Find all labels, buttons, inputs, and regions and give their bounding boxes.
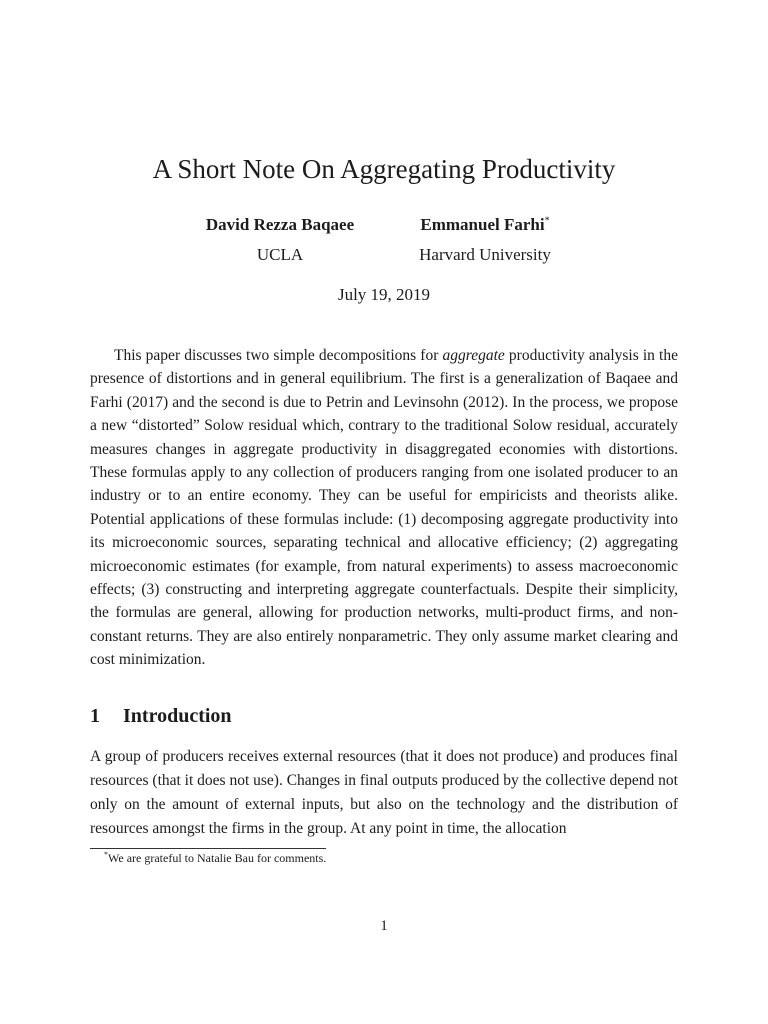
author-1 <box>180 210 380 270</box>
section-number: 1 <box>90 705 100 727</box>
author-2 <box>395 210 575 270</box>
author-affiliation: Harvard University <box>419 245 551 264</box>
footnote-marker: * <box>104 850 108 859</box>
page-number: 1 <box>380 918 388 934</box>
introduction-paragraph: A group of producers receives external resources (that it does not produce) and produces final resources (that it does not use). Changes in final outputs produced by the collective depend not only on the amount of external inputs, but also on the technology and the distribution of resources amongst the firms in the group. At any point in time, the allocation <box>90 748 678 837</box>
section-title: Introduction <box>123 705 232 727</box>
footnote-text: We are grateful to Natalie Bau for comments. <box>108 851 327 865</box>
paper-title: A Short Note On Aggregating Productivity <box>152 154 616 184</box>
abstract: This paper discusses two simple decompositions for aggregate productivity analysis in the presence of distortions and in general equilibrium. The first is a generalization of Baqaee and Farhi (2017) and the second is due to Petrin and Levinsohn (2012). In the process, we propose a new “distorted” Solow residual which, contrary to the traditional Solow residual, accurately measures changes in aggregate productivity in disaggregated economies with distortions. These formulas apply to any collection of producers ranging from one isolated producer to an industry or to an entire economy. They can be useful for empiricists and theorists alike. Potential applications of these formulas include: (1) decomposing aggregate productivity into its microeconomic sources, separating technical and allocative efficiency; (2) aggregating microeconomic estimates (for example, from natural experiments) to assess macroeconomic effects; (3) constructing and interpreting aggregate counterfactuals. Despite their simplicity, the formulas are general, allowing for production networks, multi-product firms, and non-constant returns. They are also entirely nonparametric. They only assume market clearing and cost minimization. <box>90 347 678 669</box>
footnote-marker: * <box>544 215 550 227</box>
author-affiliation: UCLA <box>256 245 304 264</box>
author-name: David Rezza Baqaee <box>205 215 355 234</box>
footnote-rule <box>90 848 326 849</box>
section-heading <box>90 702 232 730</box>
paper-date: July 19, 2019 <box>337 285 431 304</box>
abstract-emphasis: aggregate <box>442 347 505 364</box>
footnote <box>104 850 326 866</box>
author-name: Emmanuel Farhi* <box>420 215 550 234</box>
